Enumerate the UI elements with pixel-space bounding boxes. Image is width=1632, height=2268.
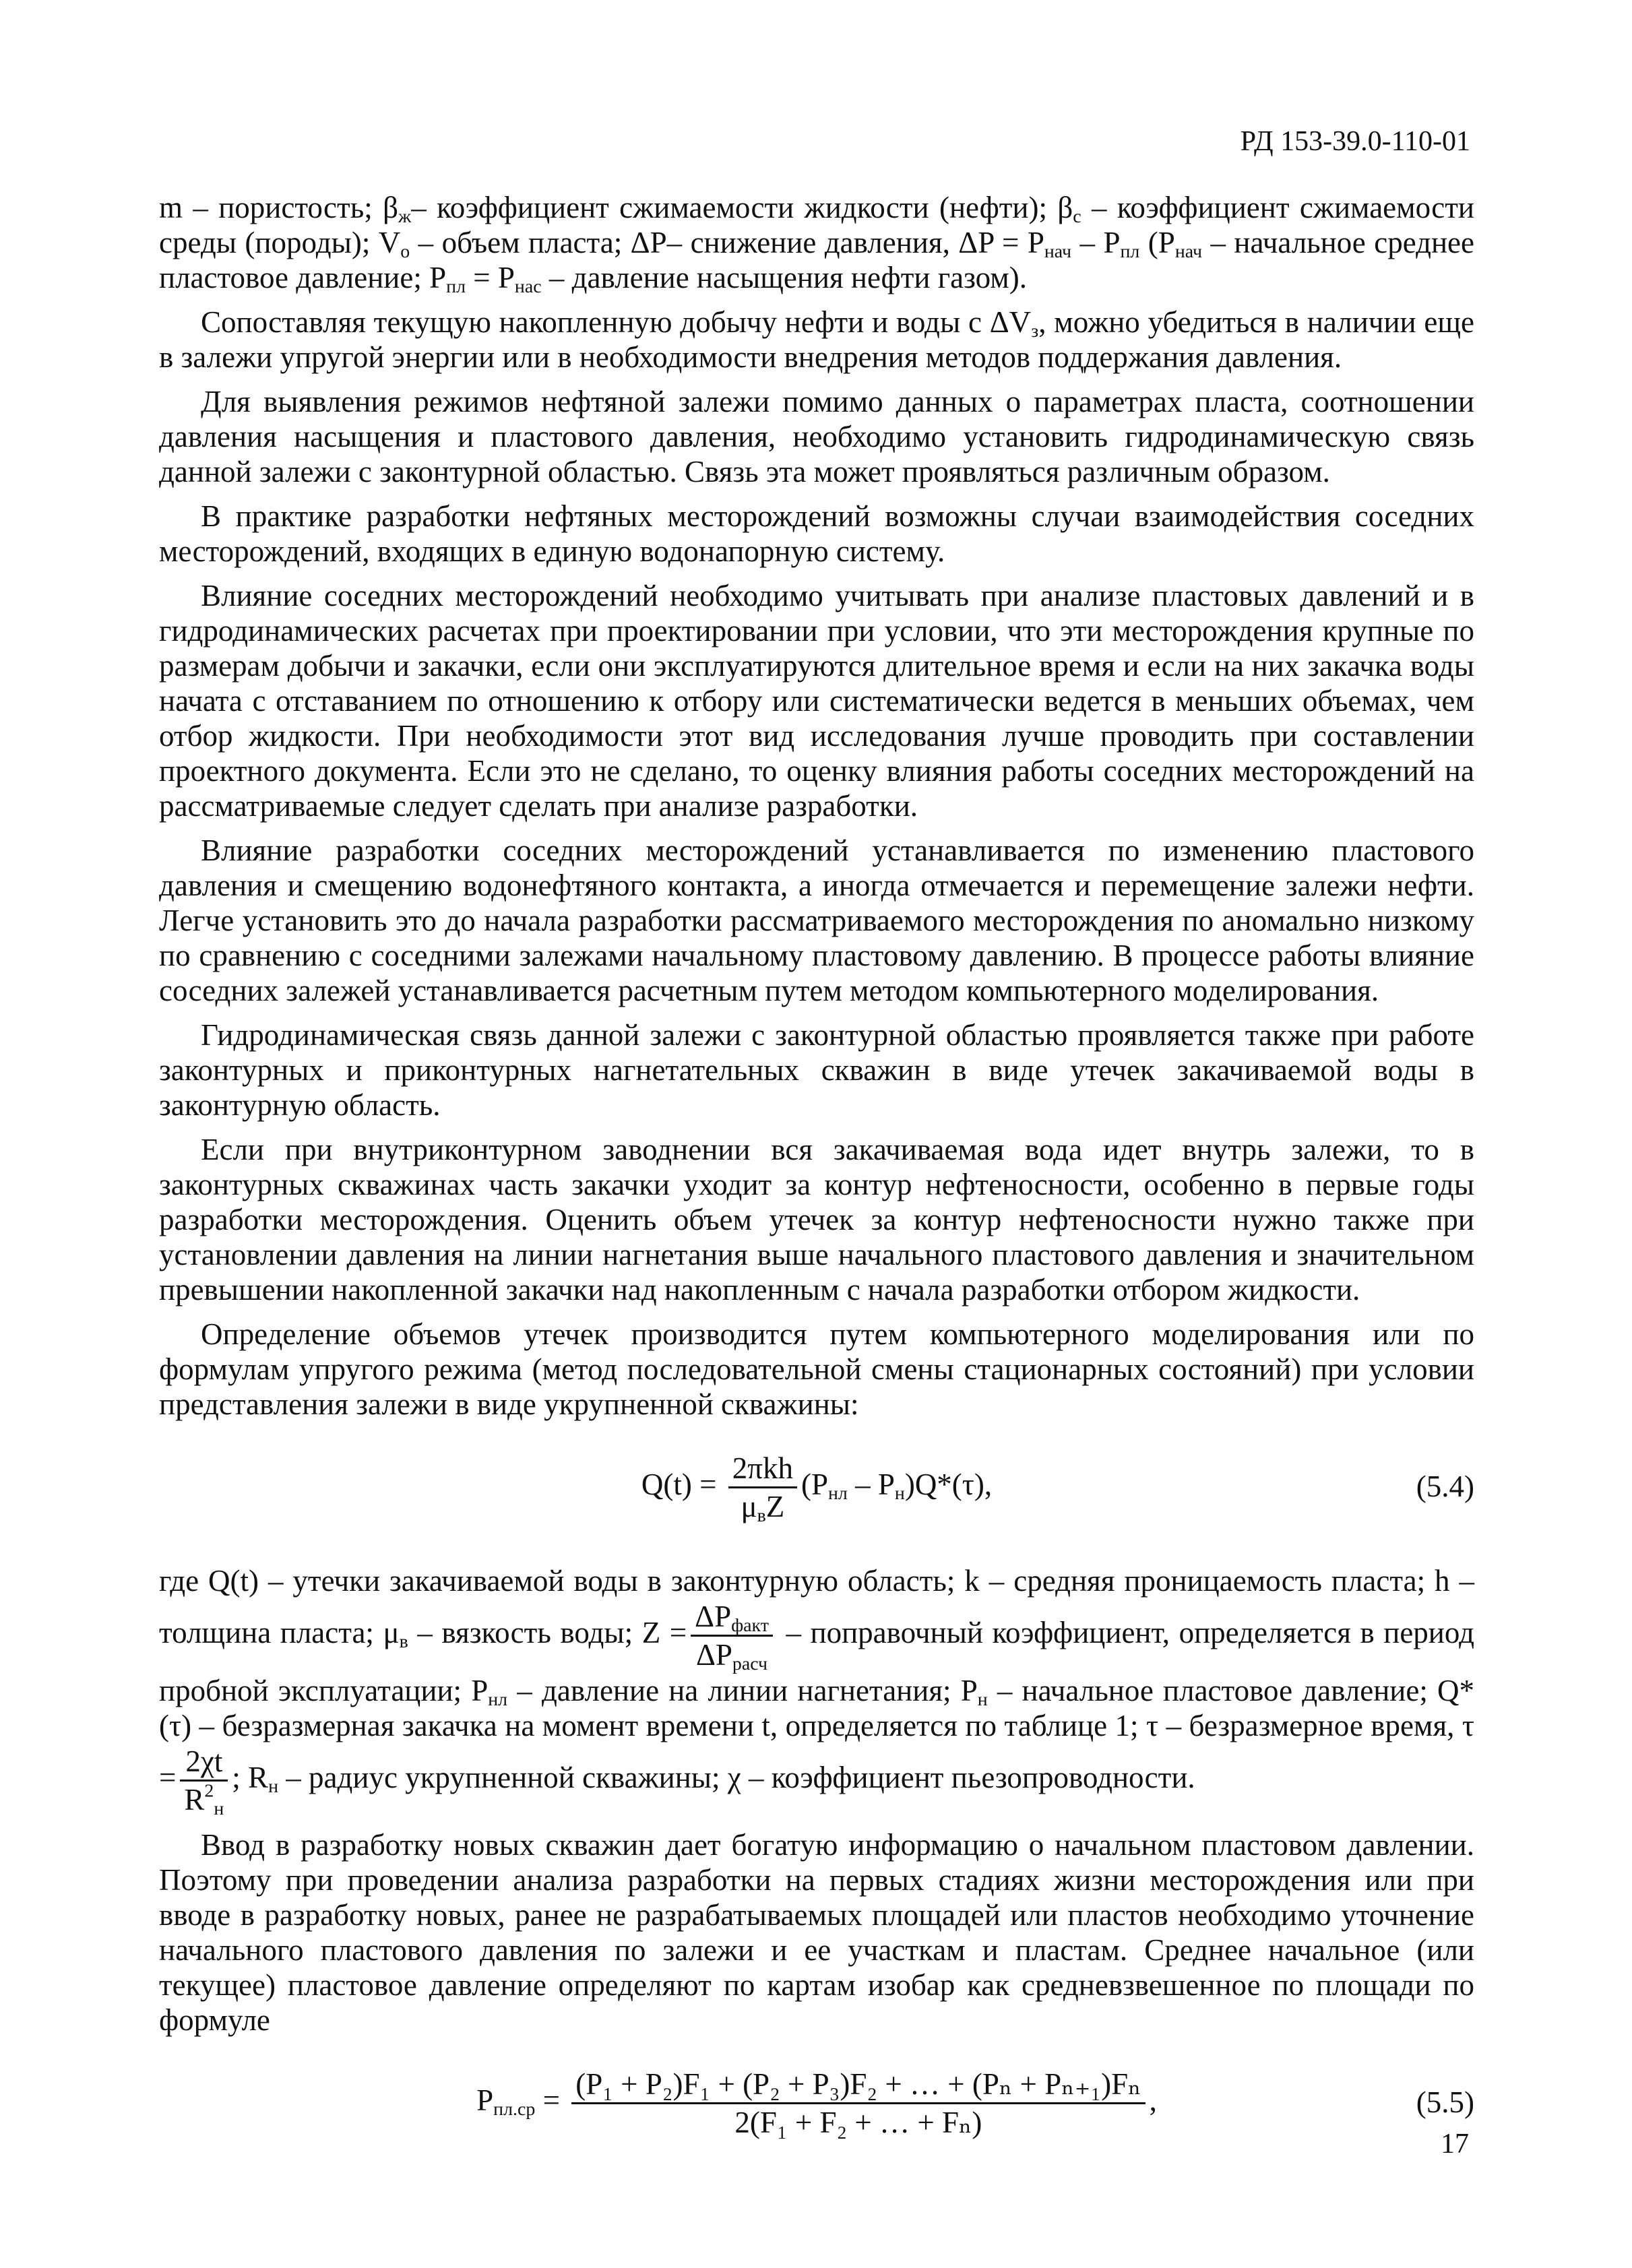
paragraph-10: где Q(t) – утечки закачиваемой воды в законтурную область; k – средняя проницаемость пласта; h – толщина пласта; $\mu_в$ – вязкость воды; Z = $\frac{\Delta P_{факт}}{\Delta P_{расч}}$ – поправочный коэффициент, определяется в период пробной эксплуатации; $P_{нл}$ – давление на линии нагнетания; $P_н$ – начальное пластовое давление; Q*(τ) – безразмерная закачка на момент времени t, определяется по таблице 1; τ – безразмерное время, τ = $\frac{2\chi t}{R^2_н}$ ; $R_н$ – радиус укрупненной скважины; χ – коэффициент пьезопроводности. xyxy=(159,1564,1475,1819)
page-body xyxy=(159,190,1474,2172)
fraction-average-pressure: $\frac{\text{(P₁ + P₂)F₁ + (P₂ + P₃)F₂ + … + (Pₙ + Pₙ₊₁)Fₙ}}{\text{2(F₁ + F₂ + … + Fₙ)}}$ xyxy=(571,2066,1145,2141)
equation-number: (5.4) xyxy=(1416,1470,1474,1503)
fraction-z: $\frac{\Delta P_{факт}}{\Delta P_{расч}}$ xyxy=(691,1598,773,1673)
paragraph-1: m – пористость; $\beta_ж-$ коэффициент сжимаемости жидкости (нефти); $\beta_с$ – коэффициент сжимаемости среды (породы); $V_о$ – объем пласта; ΔP– снижение давления, $\Delta P = P_{нач} - P_{пл}$ ($P_{нач}$ – начальное среднее пластовое давление; $P_{пл} = P_{нас}$ – давление насыщения нефти газом). xyxy=(159,191,1474,297)
paragraph-7: Гидродинамическая связь данной залежи с законтурной областью проявляется также при работе законтурных и приконтурных нагнетательных скважин в виде утечек закачиваемой воды в законтурную область. xyxy=(159,1018,1474,1122)
equation-5-5 xyxy=(159,2055,1474,2149)
paragraph-3: Для выявления режимов нефтяной залежи помимо данных о параметрах пласта, соотношении давления насыщения и пластового давления, необходимо установить гидродинамическую связь данной залежи с законтурной областью. Связь эта может проявляться различным образом. xyxy=(159,385,1474,489)
document-code: РД 153-39.0-110-01 xyxy=(1240,126,1470,157)
fraction-2pikh: $\frac{\text{2πkh}}{\mu_вZ}$ xyxy=(728,1450,797,1525)
paragraph-9: Определение объемов утечек производится путем компьютерного моделирования или по формулам упругого режима (метод последовательной смены стационарных состояний) при условии представления залежи в виде укрупненной скважины: xyxy=(159,1317,1474,1421)
paragraph-2: Сопоставляя текущую накопленную добычу нефти и воды с $\Delta V_з$, можно убедиться в наличии еще в залежи упругой энергии или в необходимости внедрения методов поддержания давления. xyxy=(159,305,1474,374)
paragraph-11: Ввод в разработку новых скважин дает богатую информацию о начальном пластовом давлении. Поэтому при проведении анализа разработки на первых стадиях жизни месторождения или при вводе в разработку новых, ранее не разрабатываемых площадей или пластов необходимо уточнение начального пластового давления по залежи и ее участкам и пластам. Среднее начальное (или текущее) пластовое давление определяют по картам изобар как средневзвешенное по площади по формуле xyxy=(159,1828,1474,2037)
paragraph-5: Влияние соседних месторождений необходимо учитывать при анализе пластовых давлений и в гидродинамических расчетах при проектировании при условии, что эти месторождения крупные по размерам добычи и закачки, если они эксплуатируются длительное время и если на них закачка воды начата с отставанием по отношению к отбору или систематически ведется в меньших объемах, чем отбор жидкости. При необходимости этот вид исследования лучше проводить при составлении проектного документа. Если это не сделано, то оценку влияния работы соседних месторождений на рассматриваемые следует сделать при анализе разработки. xyxy=(159,579,1474,823)
equation-5-5-expression: $P_{пл.ср}$ = $\frac{\text{(P₁ + P₂)F₁ + (P₂ + P₃)F₂ + … + (Pₙ + Pₙ₊₁)Fₙ}}{\text{2(F₁ + F₂ + … + Fₙ)}}$ , xyxy=(476,2067,1157,2139)
page-number: 17 xyxy=(1441,2129,1469,2160)
equation-5-4 xyxy=(159,1439,1474,1540)
paragraph-8: Если при внутриконтурном заводнении вся закачиваемая вода идет внутрь залежи, то в законтурных скважинах часть закачки уходит за контур нефтеносности, особенно в первые годы разработки месторождения. Оценить объем утечек за контур нефтеносности нужно также при установлении давления на линии нагнетания выше начального пластового давления и значительном превышении накопленной закачки над накопленным с начала разработки отбором жидкости. xyxy=(159,1133,1474,1306)
fraction-tau: $\frac{2\chi t}{R^2_н}$ xyxy=(180,1743,228,1818)
paragraph-4: В практике разработки нефтяных месторождений возможны случаи взаимодействия соседних месторождений, входящих в единую водонапорную систему. xyxy=(159,499,1474,568)
equation-number: (5.5) xyxy=(1416,2085,1474,2119)
equation-5-4-expression: Q(t) = $\frac{\text{2πkh}}{\mu_вZ}$ $(P_{нл} - P_н)Q*(\tau)$, xyxy=(641,1451,993,1526)
paragraph-6: Влияние разработки соседних месторождений устанавливается по изменению пластового давления и смещению водонефтяного контакта, а иногда отмечается и перемещение залежи нефти. Легче установить это до начала разработки рассматриваемого месторождения по аномально низкому по сравнению с соседними залежами начальному пластовому давлению. В процессе работы влияние соседних залежей устанавливается расчетным путем методом компьютерного моделирования. xyxy=(159,833,1474,1007)
